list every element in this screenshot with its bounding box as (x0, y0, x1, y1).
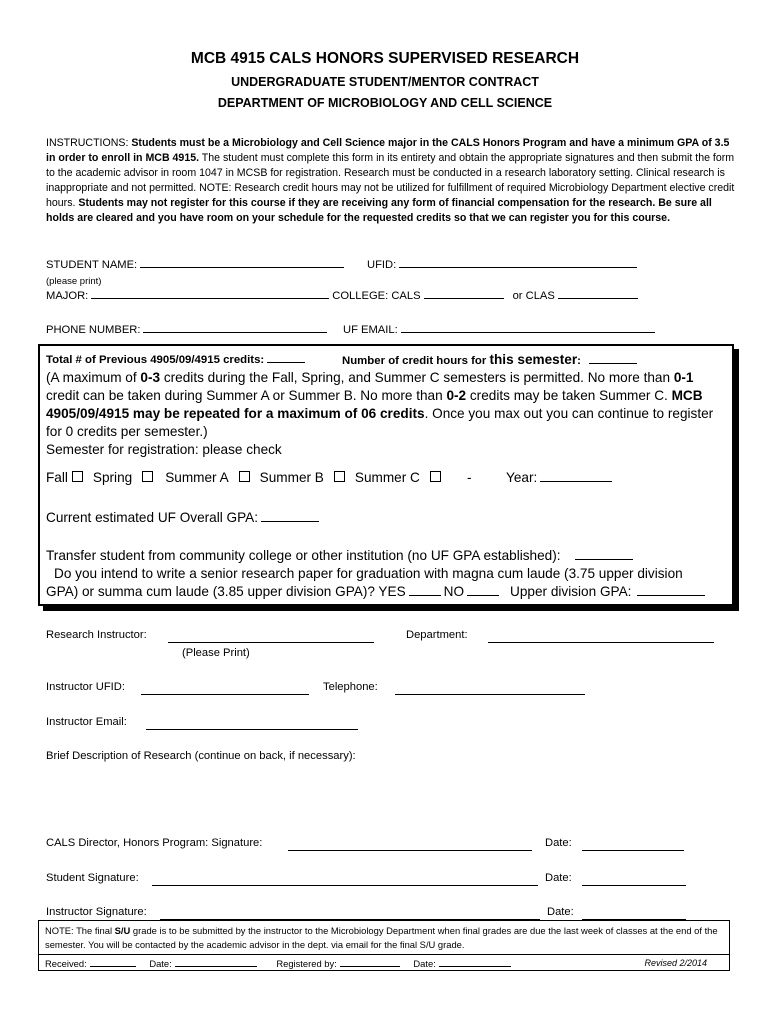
text: NOTE: The final (45, 925, 115, 936)
gpa-label: Current estimated UF Overall GPA: (46, 510, 259, 525)
instructor-signature-label: Instructor Signature: (46, 906, 147, 918)
su-grade-note (45, 924, 725, 952)
student-name-label: STUDENT NAME: (46, 259, 138, 271)
instructions-bold-requirement: Students must be a Microbiology and Cell Science major in the CALS Honors Program and have a minimum GPA of 3.5 in order to enroll in MCB 4915. (46, 137, 730, 165)
text: MCB (671, 388, 703, 403)
received-label: Received: (45, 958, 87, 969)
please-print-instructor: (Please Print) (182, 647, 250, 659)
student-date-label: Date: (545, 872, 572, 884)
transfer-row (46, 547, 636, 565)
received-field[interactable] (90, 965, 136, 967)
student-name-row (46, 259, 347, 271)
yes-field[interactable] (409, 594, 441, 596)
phone-field[interactable] (143, 331, 327, 333)
gpa-row (46, 509, 322, 527)
instructor-date-label: Date: (547, 906, 574, 918)
semester-checkboxes-row (46, 469, 445, 487)
phone-row (46, 324, 330, 336)
max-credits-line-1 (46, 369, 693, 387)
summer-c-label: Summer C (354, 470, 420, 485)
research-instructor-label: Research Instructor: (46, 629, 147, 641)
senior-paper-line-2 (46, 583, 708, 601)
telephone-field[interactable] (395, 693, 585, 695)
credit-hours-row (342, 352, 640, 367)
instructor-email-label: Instructor Email: (46, 716, 127, 728)
uf-email-label: UF EMAIL: (343, 324, 398, 336)
director-signature-label: CALS Director, Honors Program: Signature: (46, 837, 263, 849)
registered-date-label: Date: (413, 958, 436, 969)
upper-gpa-field[interactable] (637, 594, 705, 596)
office-use-row (45, 958, 514, 969)
student-signature-field[interactable] (152, 884, 538, 886)
text: 4905/09/4915 may be repeated for a maximum of 06 credits (46, 406, 425, 421)
fall-label: Fall (46, 470, 68, 485)
text: credits during the Fall, Spring, and Summer C semesters is permitted. No more than (160, 370, 674, 385)
revision-date: Revised 2/2014 (644, 958, 707, 968)
research-description-label: Brief Description of Research (continue on back, if necessary): (46, 750, 356, 762)
gpa-field[interactable] (261, 520, 319, 522)
text: grade is to be submitted by the instructor to the Microbiology Department when final grades are due the last week of classes at the end of the semester. You will be contacted by the academic advisor in the dept. via email for the final S/U grade. (45, 925, 718, 950)
summer-a-label: Summer A (165, 470, 229, 485)
previous-credits-label: Total # of Previous 4905/09/4915 credits: (46, 354, 265, 366)
max-credits-line-4: for 0 credits per semester.) (46, 424, 208, 439)
this-semester-text: this semester (489, 352, 578, 367)
summer-b-checkbox[interactable] (334, 471, 345, 482)
senior-paper-line-1: Do you intend to write a senior research paper for graduation with magna cum laude (3.75 upper division (54, 566, 683, 581)
year-label: Year: (506, 470, 538, 485)
semester-label: Semester for registration: please check (46, 442, 282, 457)
research-instructor-field[interactable] (168, 641, 374, 643)
year-field[interactable] (540, 480, 612, 482)
phone-label: PHONE NUMBER: (46, 324, 141, 336)
previous-credits-row (46, 354, 308, 366)
registered-date-field[interactable] (439, 965, 511, 967)
spring-checkbox[interactable] (142, 471, 153, 482)
received-date-label: Date: (149, 958, 172, 969)
text: credits may be taken Summer C. (466, 388, 672, 403)
fall-checkbox[interactable] (72, 471, 83, 482)
senior-paper-question: GPA) or summa cum laude (3.85 upper division GPA)? YES (46, 584, 406, 599)
instructions-bold-financial: Students may not register for this course if they are receiving any form of financial compensation for the research. Be sure all holds are cleared and you have room on your schedule for the requested credits so that we can register you for this course. (46, 197, 712, 225)
text: 0-3 (140, 370, 161, 385)
summer-b-label: Summer B (259, 470, 324, 485)
max-credits-line-3 (46, 405, 713, 423)
upper-gpa-label: Upper division GPA: (510, 584, 632, 599)
text: credit can be taken during Summer A or Summer B. No more than (46, 388, 447, 403)
uf-email-field[interactable] (401, 331, 655, 333)
department-label: Department: (406, 629, 468, 641)
spring-label: Spring (92, 470, 133, 485)
text: 0-2 (446, 388, 467, 403)
registered-by-label: Registered by: (276, 958, 337, 969)
office-use-note-box (38, 920, 730, 971)
instructor-ufid-field[interactable] (141, 693, 309, 695)
ufid-row (367, 259, 640, 271)
major-field[interactable] (91, 297, 329, 299)
no-label: NO (443, 584, 465, 599)
college-clas-label: or CLAS (512, 290, 555, 302)
text: 0-1 (673, 370, 694, 385)
year-row (506, 469, 615, 487)
college-cals-field[interactable] (424, 297, 504, 299)
registered-by-field[interactable] (340, 965, 400, 967)
ufid-label: UFID: (367, 259, 397, 271)
major-row (46, 290, 641, 302)
received-date-field[interactable] (175, 965, 257, 967)
summer-c-checkbox[interactable] (430, 471, 441, 482)
instructor-email-field[interactable] (146, 728, 358, 730)
text: S/U (114, 925, 131, 936)
dash-separator: - (467, 470, 472, 485)
major-label: MAJOR: (46, 290, 89, 302)
summer-a-checkbox[interactable] (239, 471, 250, 482)
please-print-hint: (please print) (46, 276, 102, 287)
director-signature-field[interactable] (288, 849, 532, 851)
uf-email-row (343, 324, 658, 336)
credit-hours-colon: : (577, 355, 581, 367)
instructions-text: The student must complete this form in its entirety and obtain the appropriate signatures and then submit the form to the academic advisor in room 1047 in MCSB for registration. Research must be conducted in a research laboratory setting. Clinical research is inappropriate and not permitted. NOTE: Research credit hours may not be utilized for fulfillment of required Microbiology Department elective credit hours. (46, 152, 735, 210)
transfer-label: Transfer student from community college or other institution (no UF GPA established): (46, 548, 561, 563)
text: . Once you max out you can continue to register (424, 406, 714, 421)
form-subtitle: UNDERGRADUATE STUDENT/MENTOR CONTRACT (231, 75, 539, 89)
department-field[interactable] (488, 641, 714, 643)
telephone-label: Telephone: (323, 681, 378, 693)
college-clas-field[interactable] (558, 297, 638, 299)
director-date-field[interactable] (582, 849, 684, 851)
text: (A maximum of (46, 370, 141, 385)
department-heading: DEPARTMENT OF MICROBIOLOGY AND CELL SCIENCE (217, 96, 553, 110)
instructions-label: INSTRUCTIONS: (46, 137, 132, 149)
student-signature-label: Student Signature: (46, 872, 139, 884)
college-cals-label: COLLEGE: CALS (332, 290, 421, 302)
credit-hours-label: Number of credit hours for (342, 355, 487, 367)
note-divider (39, 954, 729, 955)
ufid-field[interactable] (399, 266, 637, 268)
credits-box (38, 344, 734, 606)
previous-credits-field[interactable] (267, 361, 305, 363)
director-date-label: Date: (545, 837, 572, 849)
no-field[interactable] (467, 594, 499, 596)
form-title: MCB 4915 CALS HONORS SUPERVISED RESEARCH (190, 50, 580, 67)
credit-hours-field[interactable] (589, 362, 637, 364)
instructor-ufid-label: Instructor UFID: (46, 681, 125, 693)
transfer-gpa-field[interactable] (575, 558, 633, 560)
student-date-field[interactable] (582, 884, 686, 886)
instructions-paragraph (46, 136, 736, 227)
student-name-field[interactable] (140, 266, 344, 268)
max-credits-line-2 (46, 387, 703, 405)
